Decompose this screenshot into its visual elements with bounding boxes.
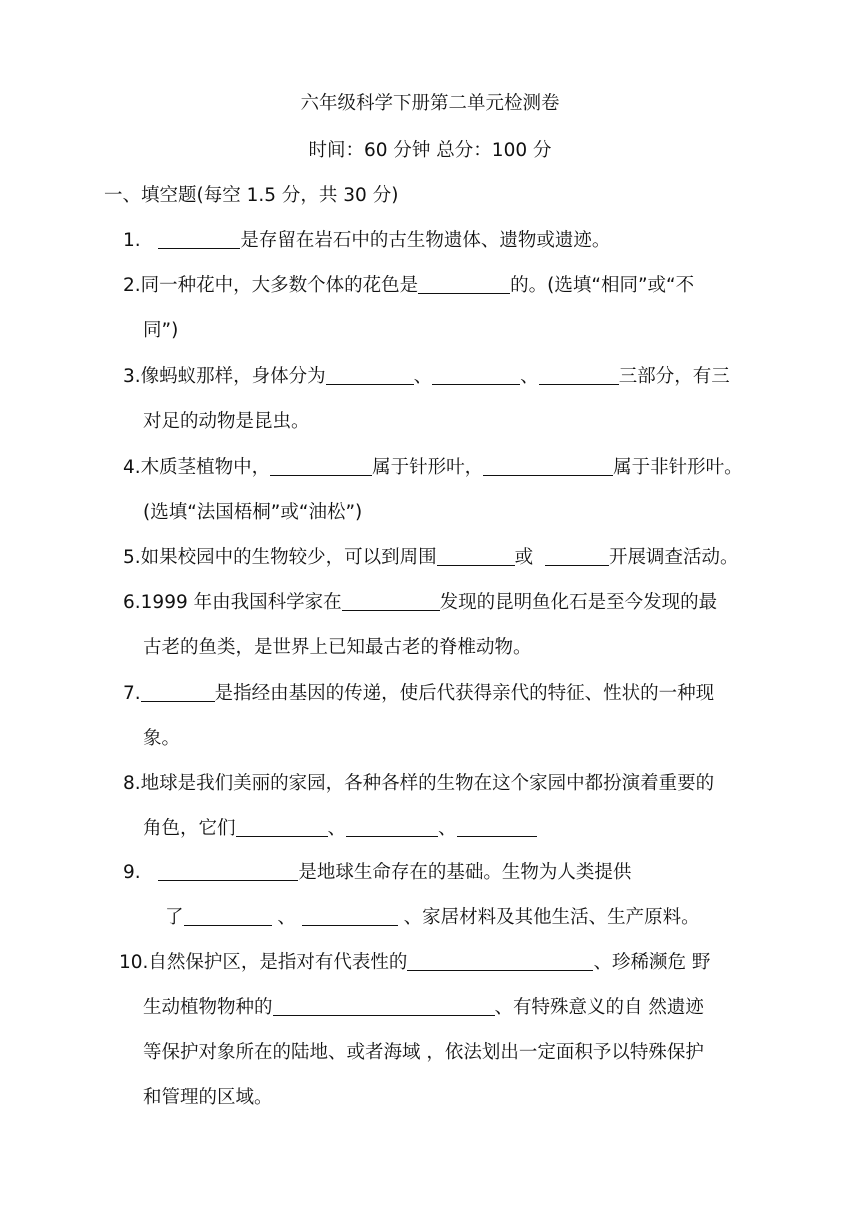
- question-4-line-2: (选填“法国梧桐”或“油松”): [143, 502, 363, 523]
- question-8-line-2: [143, 816, 537, 842]
- question-text: 4.木质茎植物中，: [123, 457, 271, 478]
- question-10-line-1: [119, 950, 710, 976]
- question-8-line-1: 8.地球是我们美丽的家园，各种各样的生物在这个家园中都扮演着重要的: [123, 773, 715, 794]
- answer-blank[interactable]: [346, 816, 438, 837]
- question-text: 的。(选填“相同”或“不: [510, 275, 695, 296]
- answer-blank[interactable]: [158, 860, 298, 881]
- separator: 、: [327, 818, 347, 839]
- answer-blank[interactable]: [483, 455, 613, 476]
- question-5: [123, 545, 738, 571]
- separator: 、: [413, 366, 433, 387]
- answer-blank[interactable]: [270, 455, 372, 476]
- question-1: [123, 228, 610, 254]
- answer-blank[interactable]: [236, 816, 328, 837]
- question-text: 10.自然保护区，是指对有代表性的: [119, 952, 408, 973]
- question-text: 三部分，有三: [618, 366, 730, 387]
- question-text: 开展调查活动。: [608, 547, 739, 568]
- question-text: 、有特殊意义的自 然遗迹: [494, 997, 704, 1018]
- separator: 、: [438, 818, 457, 839]
- section-heading: 一、填空题(每空 1.5 分，共 30 分): [104, 185, 399, 206]
- question-7-line-1: [123, 681, 714, 707]
- question-text: 生动植物物种的: [143, 997, 273, 1018]
- question-6-line-2: 古老的鱼类，是世界上已知最古老的脊椎动物。: [143, 637, 532, 658]
- question-10-line-2: [143, 995, 704, 1021]
- question-text: 3.像蚂蚁那样，身体分为: [123, 366, 326, 387]
- answer-blank[interactable]: [457, 816, 537, 837]
- question-3-line-1: [123, 364, 730, 390]
- answer-blank[interactable]: [437, 545, 515, 566]
- question-number: 9.: [123, 862, 141, 883]
- question-4-line-1: [123, 455, 743, 481]
- question-2-line-1: [123, 273, 694, 299]
- answer-blank[interactable]: [273, 995, 495, 1016]
- question-2-line-2: 同”): [143, 320, 179, 341]
- question-text: 是指经由基因的传递，使后代获得亲代的特征、性状的一种现: [214, 683, 715, 704]
- question-number: 1.: [123, 230, 141, 251]
- question-10-line-4: 和管理的区域。: [143, 1087, 273, 1108]
- answer-blank[interactable]: [342, 590, 440, 611]
- question-3-line-2: 对足的动物是昆虫。: [143, 411, 310, 432]
- question-text: 是存留在岩石中的古生物遗体、遗物或遗迹。: [240, 230, 611, 251]
- question-text: 属于针形叶，: [372, 457, 484, 478]
- answer-blank[interactable]: [418, 273, 510, 294]
- question-text: 、家居材料及其他生活、生产原料。: [397, 907, 700, 928]
- answer-blank[interactable]: [407, 950, 593, 971]
- answer-blank[interactable]: [141, 681, 215, 702]
- separator: 、: [271, 907, 296, 928]
- question-text: 或: [514, 547, 534, 568]
- question-text: 6.1999 年由我国科学家在: [123, 592, 342, 613]
- page-title: 六年级科学下册第二单元检测卷: [300, 93, 560, 114]
- question-text: 5.如果校园中的生物较少，可以到周围: [123, 547, 437, 568]
- answer-blank[interactable]: [184, 905, 272, 926]
- question-text: 、珍稀濒危 野: [593, 952, 711, 973]
- question-text: 是地球生命存在的基础。生物为人类提供: [298, 862, 632, 883]
- question-7-line-2: 象。: [143, 728, 181, 749]
- question-text: 角色，它们: [143, 818, 236, 839]
- answer-blank[interactable]: [545, 545, 609, 566]
- question-9-line-1: [123, 860, 631, 886]
- question-text: 2.同一种花中，大多数个体的花色是: [123, 275, 419, 296]
- answer-blank[interactable]: [539, 364, 619, 385]
- answer-blank[interactable]: [302, 905, 398, 926]
- question-text: 发现的昆明鱼化石是至今发现的最: [439, 592, 718, 613]
- question-text: 7.: [123, 683, 141, 704]
- question-text: 了: [165, 907, 184, 928]
- question-6-line-1: [123, 590, 717, 616]
- answer-blank[interactable]: [158, 228, 240, 249]
- answer-blank[interactable]: [432, 364, 520, 385]
- answer-blank[interactable]: [326, 364, 414, 385]
- question-9-line-2: [165, 905, 700, 931]
- exam-info: 时间：60 分钟 总分：100 分: [308, 140, 552, 161]
- question-text: 属于非针形叶。: [613, 457, 743, 478]
- question-10-line-3: 等保护对象所在的陆地、或者海域 ，依法划出一定面积予以特殊保护: [143, 1042, 704, 1063]
- separator: 、: [520, 366, 539, 387]
